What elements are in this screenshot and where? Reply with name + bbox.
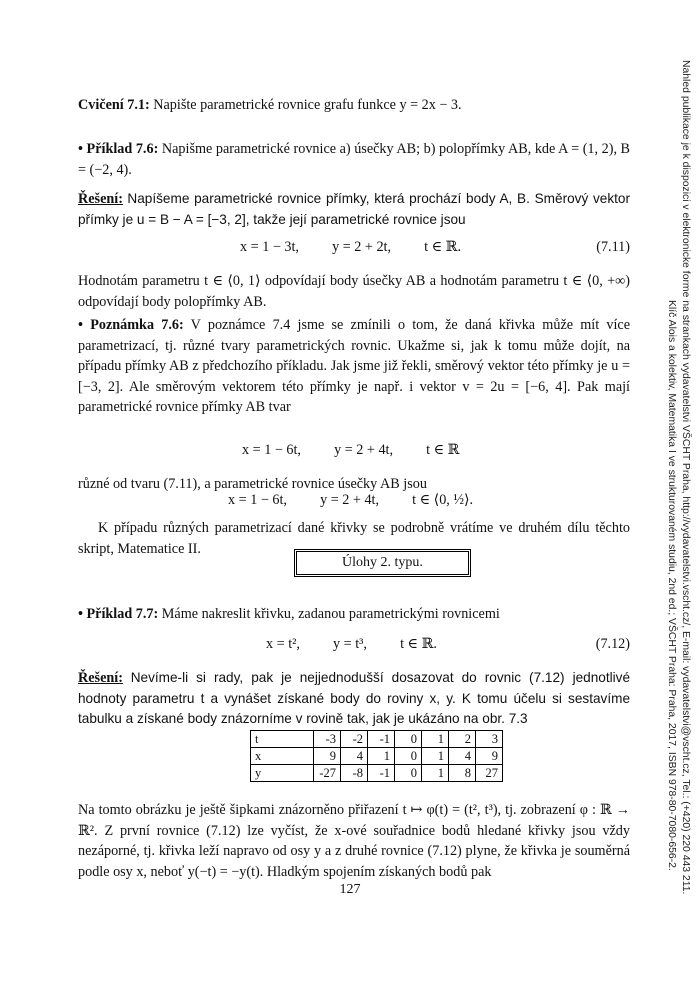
solution-7-7: [78, 668, 630, 730]
table-row: [251, 748, 503, 765]
table-row-header: t: [251, 731, 314, 748]
example-7-7-text: Máme nakreslit křivku, zadanou parametrickými rovnicemi: [161, 606, 500, 622]
solution-label: Řešení:: [78, 191, 123, 207]
table-cell: 8: [449, 765, 476, 782]
eq-712-x: x = t²,: [266, 636, 300, 652]
table-cell: 27: [476, 765, 503, 782]
table-cell: 9: [476, 748, 503, 765]
equation-segment-parametric: [228, 492, 473, 509]
table-row: [251, 731, 503, 748]
solution-text: Napíšeme parametrické rovnice přímky, která prochází body A, B. Směrový vektor přímky je u = B − A = [−3, 2], takže její parametrické rovnice jsou: [78, 191, 630, 227]
table-cell: 1: [368, 748, 395, 765]
table-row-header: x: [251, 748, 314, 765]
exercise-text: Napište parametrické rovnice grafu funkce y = 2x − 3.: [153, 97, 462, 113]
table-cell: -2: [341, 731, 368, 748]
solution-7-6: [78, 189, 630, 230]
note-label: Poznámka 7.6:: [90, 317, 184, 333]
table-cell: 1: [422, 731, 449, 748]
example-7-7-label: Příklad 7.7:: [86, 606, 159, 622]
example-7-6-text: Napišme parametrické rovnice a) úsečky AB; b) polopřímky AB, kde A = (1, 2), B = (−2, 4).: [78, 141, 631, 178]
eq-domain: t ∈ ℝ.: [424, 239, 462, 255]
solution-2-text: Nevíme-li si rady, pak je nejjednodušší dosazovat do rovnic (7.12) jednotlivé hodnoty parametru t a vynášet získané body do roviny x, y. K tomu účelu si sestavíme tabulku a získané body znázorníme v rovině tak, jak je ukázáno na obr. 7.3: [78, 670, 631, 726]
table-row: [251, 765, 503, 782]
eq-a-domain: t ∈ ℝ: [426, 442, 460, 458]
side-note-line-1: Nahled publikace je k dispozici v elektronicke forme na strankach vydavatelstvi VŠCHT Praha, http://vydavatelstvi.vscht.cz/, E-mail: vydavatelstvi@vscht.cz, Tel.: (+420) 220 443 211.: [680, 60, 691, 895]
equation-7-12: [266, 636, 437, 653]
solution-2-label: Řešení:: [78, 670, 123, 686]
note-7-6: • Poznámka 7.6: V poznámce 7.4 jsme se zmínili o tom, že daná křivka může mít více parametrizací, tj. různé tvary parametrických rovnic. Ukažme si, jak k tomu může dojít, na případu přímky AB z předchozího příkladu. Jak jsme již řekli, směrový vektor této přímky je u = [−3, 2]. Ale směrovým vektorem této přímky je např. i vektor v = 2u = [−6, 4]. Pak mají parametrické rovnice přímky AB tvar: [78, 317, 631, 415]
exercise-label: Cvičení 7.1:: [78, 97, 150, 113]
equation-7-11: [240, 239, 461, 256]
table-cell: -8: [341, 765, 368, 782]
table-cell: 0: [395, 748, 422, 765]
note-text: V poznámce 7.4 jsme se zmínili o tom, že daná křivka může mít více parametrizací, tj. různé tvary parametrických rovnic. Ukažme si, jak k tomu může dojít, na případu přímky AB z předchozího příkladu. Jak jsme již řekli, směrový vektor této přímky je u = [−3, 2]. Ale směrovým vektorem této přímky je např. i vektor v = 2u = [−6, 4]. Pak mají parametrické rovnice přímky AB tvar: [78, 317, 631, 415]
table-cell: -3: [314, 731, 341, 748]
table-cell: 0: [395, 765, 422, 782]
paragraph-parametrizations: K případu různých parametrizací dané křivky se podrobně vrátíme ve druhém dílu těchto skript, Matematice II.: [78, 520, 630, 557]
eq-712-domain: t ∈ ℝ.: [400, 636, 437, 652]
eq-712-y: y = t³,: [333, 636, 367, 652]
exercise-7-1: [78, 95, 630, 116]
table-cell: 3: [476, 731, 503, 748]
section-heading-box: Úlohy 2. typu.: [296, 551, 469, 575]
table-cell: -1: [368, 765, 395, 782]
table-cell: 4: [449, 748, 476, 765]
table-cell: 9: [314, 748, 341, 765]
table-cell: 2: [449, 731, 476, 748]
paragraph-between: různé od tvaru (7.11), a parametrické rovnice úsečky AB jsou: [78, 476, 427, 492]
example-7-7: • Příklad 7.7: Máme nakreslit křivku, zadanou parametrickými rovnicemi: [78, 606, 500, 622]
eq-b-x: x = 1 − 6t,: [228, 492, 287, 508]
eq-a-x: x = 1 − 6t,: [242, 442, 301, 458]
example-7-6-label: Příklad 7.6:: [86, 141, 159, 157]
values-table: [250, 730, 503, 782]
equation-line-parametric: [242, 442, 459, 459]
equation-number-7-11: (7.11): [596, 239, 630, 255]
paragraph-parameter-values: Hodnotám parametru t ∈ ⟨0, 1⟩ odpovídají body úsečky AB a hodnotám parametru t ∈ ⟨0, +∞) odpovídají body polopřímky AB.: [78, 273, 630, 310]
page-number: 127: [339, 882, 361, 897]
side-note-line-2: Klíč Alois a kolektiv, Matematika I ve strukturovaném studiu, 2nd ed.; VŠCHT Praha: Praha, 2017, ISBN 978-80-7080-656-2.: [666, 300, 677, 871]
equation-number-7-12: (7.12): [595, 636, 630, 652]
table-cell: 1: [422, 748, 449, 765]
eq-a-y: y = 2 + 4t,: [334, 442, 394, 458]
table-cell: 1: [422, 765, 449, 782]
eq-b-domain: t ∈ ⟨0, ½⟩.: [412, 492, 474, 508]
table-cell: -27: [314, 765, 341, 782]
table-cell: -1: [368, 731, 395, 748]
table-cell: 0: [395, 731, 422, 748]
eq-y: y = 2 + 2t,: [332, 239, 392, 255]
example-7-6: • Příklad 7.6: Napišme parametrické rovnice a) úsečky AB; b) polopřímky AB, kde A = (1, 2), B = (−2, 4).: [78, 141, 631, 178]
eq-x: x = 1 − 3t,: [240, 239, 299, 255]
table-cell: 4: [341, 748, 368, 765]
eq-b-y: y = 2 + 4t,: [320, 492, 380, 508]
table-row-header: y: [251, 765, 314, 782]
paragraph-mapping: Na tomto obrázku je ještě šipkami znázorněno přiřazení t ↦ φ(t) = (t², t³), tj. zobrazení φ : ℝ → ℝ². Z první rovnice (7.12) lze vyčíst, že x-ové souřadnice bodů hledané křivky jsou vždy nezáporné, tj. křivka leží napravo od osy y a z druhé rovnice (7.12) plyne, že křivka je souměrná podle osy x, neboť y(−t) = −y(t). Hladkým spojením získaných bodů pak: [78, 802, 630, 880]
